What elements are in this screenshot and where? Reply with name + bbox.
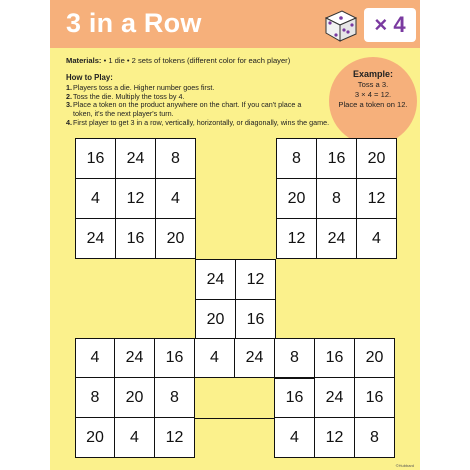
board-cell[interactable]: 20 — [277, 179, 317, 219]
materials-label: Materials: — [66, 56, 102, 65]
board-cell[interactable]: 8 — [275, 338, 315, 378]
example-line: 3 × 4 = 12. — [354, 90, 392, 99]
board-cell[interactable]: 16 — [116, 219, 156, 259]
board-cell[interactable]: 24 — [196, 260, 236, 300]
board-gap — [235, 418, 275, 458]
board-cell[interactable]: 16 — [315, 338, 355, 378]
board-cell[interactable]: 4 — [275, 418, 315, 458]
board-cell[interactable]: 8 — [355, 418, 395, 458]
board-cell[interactable]: 12 — [277, 219, 317, 259]
board-cell[interactable]: 16 — [317, 139, 357, 179]
board-cell[interactable]: 12 — [315, 418, 355, 458]
how-to-play-heading: How to Play: — [66, 73, 113, 82]
board-cell[interactable]: 8 — [155, 378, 195, 418]
board-cell[interactable]: 12 — [236, 260, 276, 300]
board-cell[interactable]: 20 — [357, 139, 397, 179]
board-cell[interactable]: 16 — [76, 139, 116, 179]
copyright-text: ©Hubbard — [395, 463, 414, 468]
board-cell[interactable]: 12 — [357, 179, 397, 219]
board-cell[interactable]: 8 — [317, 179, 357, 219]
example-line: Toss a 3. — [357, 80, 389, 89]
step-text: First player to get 3 in a row, vertically, horizontally, or diagonally, wins the game. — [73, 117, 330, 127]
step-number: 3. — [66, 100, 72, 110]
board-cell[interactable]: 8 — [277, 139, 317, 179]
board-cell[interactable]: 4 — [357, 219, 397, 259]
board-cell[interactable]: 16 — [155, 338, 195, 378]
board-gap — [195, 378, 235, 418]
example-circle — [329, 57, 417, 145]
board-cell[interactable]: 24 — [115, 338, 155, 378]
board-top-left — [75, 138, 196, 259]
step-number: 1. — [66, 83, 72, 92]
board-cell[interactable]: 4 — [75, 338, 115, 378]
board-cell[interactable]: 4 — [156, 179, 196, 219]
board-cell[interactable]: 24 — [315, 378, 355, 418]
board-cell[interactable]: 24 — [235, 338, 275, 378]
board-cell[interactable]: 24 — [317, 219, 357, 259]
board-cell[interactable]: 20 — [115, 378, 155, 418]
step-4 — [66, 119, 371, 128]
board-cell[interactable]: 12 — [116, 179, 156, 219]
board-cell[interactable]: 4 — [115, 418, 155, 458]
step-number: 4. — [66, 117, 72, 127]
header-bar — [50, 0, 420, 48]
example-title: Example: — [352, 69, 394, 79]
board-cell[interactable]: 20 — [355, 338, 395, 378]
board-top-right — [276, 138, 397, 259]
die-icon — [320, 5, 360, 45]
board-cell[interactable]: 20 — [156, 219, 196, 259]
board-cell[interactable]: 16 — [236, 300, 276, 340]
board-cell[interactable]: 4 — [195, 338, 235, 378]
board-cell[interactable]: 12 — [155, 418, 195, 458]
board-bottom — [75, 338, 395, 458]
board-cell[interactable]: 16 — [275, 378, 315, 418]
how-to-play-steps — [66, 84, 371, 128]
board-center — [195, 259, 276, 340]
board-cell[interactable]: 24 — [76, 219, 116, 259]
board-cell[interactable]: 16 — [355, 378, 395, 418]
board-cell[interactable]: 24 — [116, 139, 156, 179]
multiplier-badge: × 4 — [364, 8, 416, 42]
page-title: 3 in a Row — [66, 8, 202, 38]
step-3 — [66, 101, 303, 118]
board-cell[interactable]: 8 — [75, 378, 115, 418]
board-gap — [195, 418, 235, 458]
step-number: 2. — [66, 91, 72, 101]
worksheet-page — [50, 0, 420, 470]
board-cell[interactable]: 8 — [156, 139, 196, 179]
board-cell[interactable]: 20 — [75, 418, 115, 458]
step-text: Place a token on the product anywhere on the chart. If you can't place a token, it's the next player's turn. — [73, 100, 302, 119]
example-line: Place a token on 12. — [338, 100, 408, 109]
board-cell[interactable]: 20 — [196, 300, 236, 340]
board-cell[interactable]: 4 — [76, 179, 116, 219]
materials-line — [66, 56, 290, 65]
step-text: Players toss a die. Higher number goes first. — [73, 83, 215, 92]
board-gap — [235, 378, 275, 418]
materials-text: • 1 die • 2 sets of tokens (different color for each player) — [101, 56, 291, 65]
step-text: Toss the die. Multiply the toss by 4. — [73, 91, 185, 101]
